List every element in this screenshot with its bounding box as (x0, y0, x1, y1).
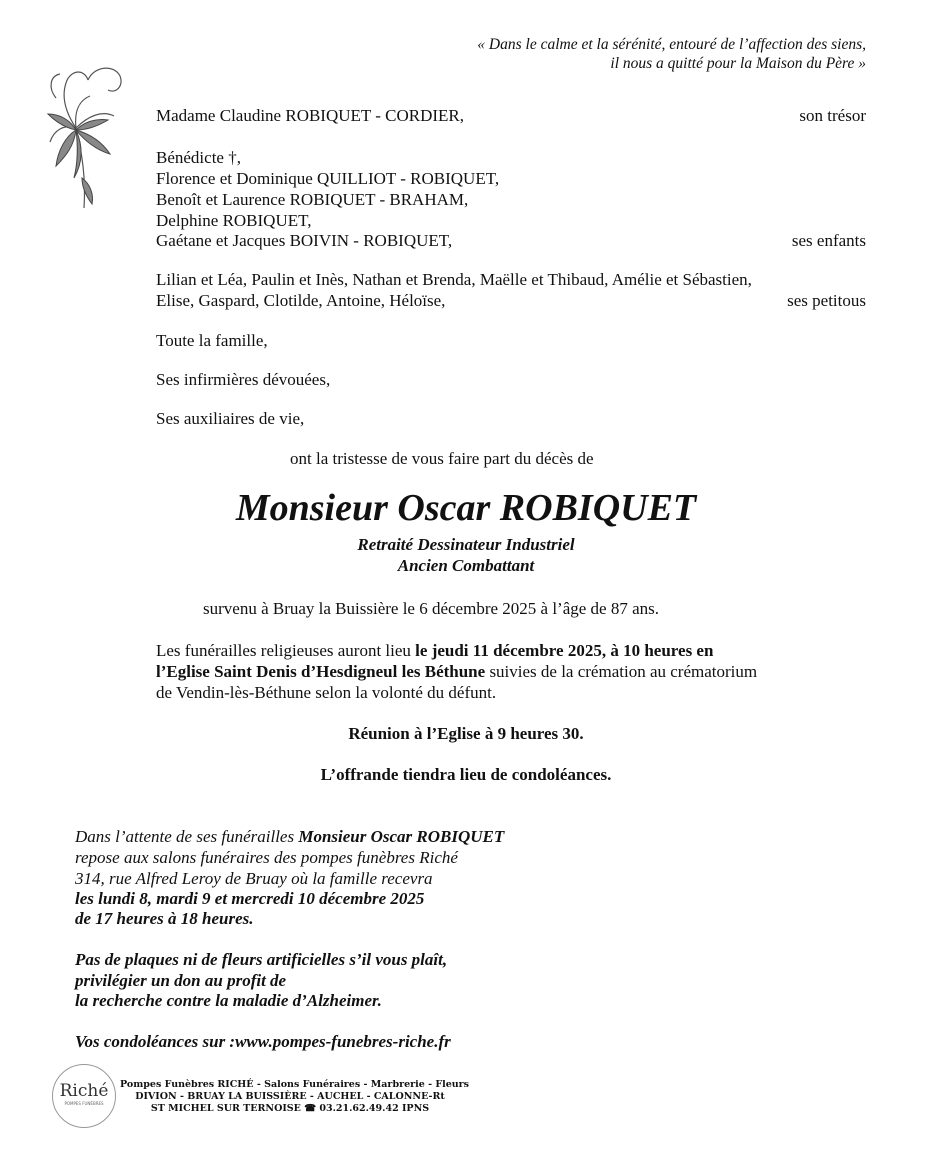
plaques-line-3: la recherche contre la maladie d’Alzheimer. (75, 991, 382, 1010)
offrande-line: L’offrande tiendra lieu de condoléances. (320, 765, 612, 784)
plaques-line-1: Pas de plaques ni de fleurs artificielles s’il vous plaît, (75, 950, 448, 969)
death-line: survenu à Bruay la Buissière le 6 décembre 2025 à l’âge de 87 ans. (203, 599, 660, 618)
condoleances-link[interactable]: Vos condoléances sur :www.pompes-funebres-riche.fr (75, 1032, 451, 1051)
footer-line-2: DIVION - BRUAY LA BUISSIÈRE - AUCHEL - CALONNE-Rt (135, 1091, 445, 1102)
repose-line-5: de 17 heures à 18 heures. (75, 909, 254, 928)
quote-line-1: « Dans le calme et la sérénité, entouré de l’affection des siens, (477, 36, 866, 53)
reunion-line: Réunion à l’Eglise à 9 heures 30. (348, 724, 584, 743)
logo-small-text: POMPES FUNÈBRES (64, 1101, 104, 1106)
footer-line-1: Pompes Funèbres RICHÉ - Salons Funéraires - Marbrerie - Fleurs (120, 1079, 470, 1090)
plaques-line-2: privilégier un don au profit de (75, 971, 287, 990)
funeral-line-2: l’Eglise Saint Denis d’Hesdigneul les Béthune suivies de la crémation au crématorium (156, 662, 758, 681)
child-5: Gaétane et Jacques BOIVIN - ROBIQUET, (156, 231, 453, 250)
funeral-line-3: de Vendin-lès-Béthune selon la volonté du défunt. (156, 683, 497, 702)
grandchildren-line-1: Lilian et Léa, Paulin et Inès, Nathan et Brenda, Maëlle et Thibaud, Amélie et Sébastien, (156, 270, 752, 289)
spouse-name: Madame Claudine ROBIQUET - CORDIER, (156, 106, 465, 125)
family-aides: Ses auxiliaires de vie, (156, 409, 305, 428)
repose-line-2: repose aux salons funéraires des pompes funèbres Riché (75, 848, 458, 867)
deceased-title-2: Ancien Combattant (397, 556, 535, 575)
funeral-line-1: Les funérailles religieuses auront lieu le jeudi 11 décembre 2025, à 10 heures en (156, 641, 714, 660)
announcement: ont la tristesse de vous faire part du décès de (290, 449, 594, 468)
lily-flower-icon (36, 58, 128, 216)
family-nurses: Ses infirmières dévouées, (156, 370, 331, 389)
grandchildren-line-2: Elise, Gaspard, Clotilde, Antoine, Héloïse, (156, 291, 446, 310)
spouse-role: son trésor (799, 106, 866, 125)
repose-line-1: Dans l’attente de ses funérailles Monsieur Oscar ROBIQUET (75, 827, 505, 846)
logo-text: Riché (59, 1081, 109, 1101)
child-4: Delphine ROBIQUET, (156, 211, 312, 230)
deceased-name: Monsieur Oscar ROBIQUET (235, 487, 697, 529)
child-1: Bénédicte †, (156, 148, 241, 167)
family-all: Toute la famille, (156, 331, 268, 350)
children-role: ses enfants (791, 231, 866, 250)
child-3: Benoît et Laurence ROBIQUET - BRAHAM, (156, 190, 469, 209)
deceased-title-1: Retraité Dessinateur Industriel (357, 535, 575, 554)
grandchildren-role: ses petitous (787, 291, 866, 310)
riche-logo-icon (52, 1064, 116, 1128)
footer-line-3: ST MICHEL SUR TERNOISE ☎ 03.21.62.49.42 IPNS (150, 1103, 430, 1114)
repose-line-4: les lundi 8, mardi 9 et mercredi 10 décembre 2025 (75, 889, 425, 908)
child-2: Florence et Dominique QUILLIOT - ROBIQUET, (156, 169, 500, 188)
quote-line-2: il nous a quitté pour la Maison du Père » (610, 55, 866, 72)
repose-line-3: 314, rue Alfred Leroy de Bruay où la famille recevra (75, 869, 433, 888)
